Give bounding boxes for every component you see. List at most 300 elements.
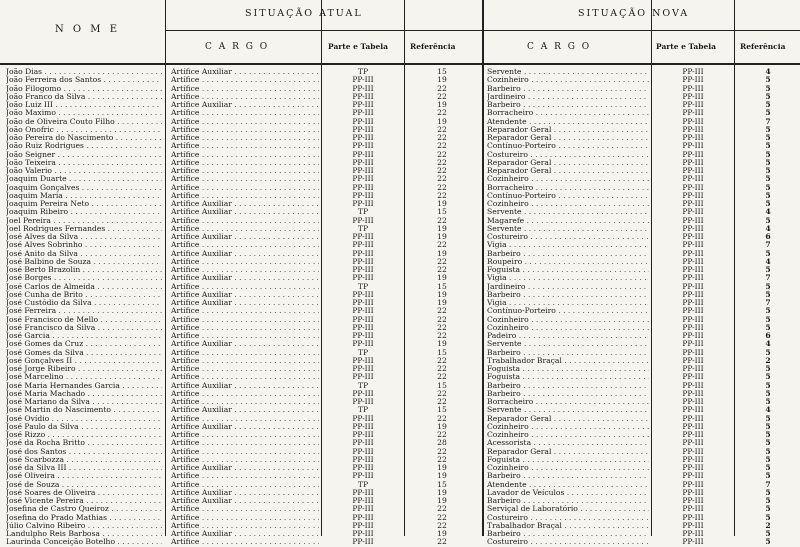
- header-parte-tabela-atual: Parte e Tabela: [328, 42, 388, 51]
- cell-referencia-atual: 15: [437, 68, 447, 76]
- cell-parte-tabela-nova: PP-III: [682, 142, 704, 151]
- cell-nome: José Mariano da Silva . . .: [6, 398, 162, 406]
- cell-cargo-atual: Artífice . . .: [171, 365, 319, 373]
- cell-nome: João de Oliveira Couto Filho . . .: [6, 118, 162, 126]
- cell-cargo-novo: Vigia . . .: [487, 241, 649, 249]
- cell-cargo-atual: Artífice . . .: [171, 522, 319, 530]
- cell-parte-tabela-atual: PP-III: [352, 142, 374, 151]
- cell-referencia-nova: 5: [765, 422, 771, 431]
- cell-cargo-atual: Artífice . . .: [171, 514, 319, 522]
- table-row: [0, 225, 800, 233]
- cell-referencia-atual: 19: [437, 340, 447, 349]
- cell-cargo-novo: Costureiro . . .: [487, 514, 649, 522]
- cell-parte-tabela-atual: PP-III: [352, 513, 374, 522]
- cell-referencia-atual: 22: [437, 356, 447, 365]
- cell-cargo-novo: Trabalhador Braçal . . .: [487, 522, 649, 530]
- cell-cargo-atual: Artífice Auxiliar . . .: [171, 291, 319, 299]
- cell-referencia-nova: 5: [765, 389, 771, 398]
- cell-cargo-novo: Contínuo-Porteiro . . .: [487, 192, 649, 200]
- cell-referencia-nova: 5: [765, 530, 771, 538]
- cell-referencia-atual: 19: [437, 299, 447, 307]
- cell-referencia-nova: 6: [765, 233, 771, 241]
- cell-cargo-novo: Foguista . . .: [487, 373, 649, 381]
- cell-referencia-nova: 5: [765, 398, 771, 406]
- cell-parte-tabela-nova: PP-III: [682, 175, 704, 184]
- cell-nome: José Gonçalves II . . .: [6, 357, 162, 365]
- cell-cargo-novo: Reparador Geral . . .: [487, 126, 649, 134]
- table-row: [0, 398, 800, 406]
- cell-parte-tabela-nova: PP-III: [682, 167, 704, 175]
- table-row: [0, 464, 800, 472]
- cell-cargo-atual: Artífice . . .: [171, 324, 319, 332]
- cell-cargo-novo: Vigia . . .: [487, 274, 649, 282]
- cell-referencia-atual: 22: [437, 109, 447, 118]
- cell-cargo-novo: Servente . . .: [487, 208, 649, 216]
- cell-parte-tabela-nova: PP-III: [682, 340, 704, 349]
- header-cargo-nova: C A R G O: [527, 42, 592, 52]
- cell-referencia-nova: 5: [765, 92, 771, 101]
- cell-parte-tabela-nova: PP-III: [682, 257, 704, 266]
- cell-nome: João Dias . . .: [6, 68, 162, 76]
- cell-referencia-atual: 22: [437, 505, 447, 514]
- cell-nome: José dos Santos . . .: [6, 448, 162, 456]
- cell-parte-tabela-atual: TP: [357, 208, 369, 217]
- table-row: [0, 530, 800, 538]
- cell-parte-tabela-nova: PP-III: [682, 241, 704, 250]
- cell-referencia-nova: 5: [765, 538, 771, 547]
- cell-parte-tabela-atual: PP-III: [352, 439, 374, 448]
- cell-referencia-atual: 22: [437, 191, 447, 200]
- cell-parte-tabela-atual: PP-III: [352, 488, 374, 497]
- cell-parte-tabela-nova: PP-III: [682, 530, 704, 538]
- table-row: [0, 406, 800, 414]
- cell-nome: José da Rocha Britto . . .: [6, 439, 162, 447]
- cell-referencia-atual: 22: [437, 332, 447, 340]
- cell-cargo-atual: Artífice . . .: [171, 481, 319, 489]
- cell-cargo-novo: Borracheiro . . .: [487, 109, 649, 117]
- cell-cargo-atual: Artífice . . .: [171, 76, 319, 84]
- cell-nome: José Francisco de Mello . . .: [6, 316, 162, 324]
- cell-referencia-atual: 22: [437, 414, 447, 423]
- cell-referencia-atual: 22: [437, 167, 447, 175]
- cell-parte-tabela-nova: PP-III: [682, 274, 704, 283]
- cell-nome: José Alves Sobrinho . . .: [6, 241, 162, 249]
- cell-nome: Joel Pereira . . .: [6, 217, 162, 225]
- table-row: [0, 316, 800, 324]
- cell-parte-tabela-nova: PP-III: [682, 464, 704, 472]
- cell-referencia-atual: 22: [437, 398, 447, 406]
- cell-referencia-atual: 19: [437, 224, 447, 233]
- cell-referencia-atual: 22: [437, 373, 447, 382]
- cell-nome: José Ovídio . . .: [6, 415, 162, 423]
- cell-cargo-novo: Acessorista . . .: [487, 439, 649, 447]
- cell-cargo-atual: Artífice . . .: [171, 472, 319, 480]
- cell-cargo-atual: Artífice . . .: [171, 266, 319, 274]
- cell-cargo-novo: Reparador Geral . . .: [487, 134, 649, 142]
- cell-referencia-nova: 5: [765, 315, 771, 324]
- table-row: [0, 431, 800, 439]
- cell-cargo-atual: Artífice Auxiliar . . .: [171, 101, 319, 109]
- cell-parte-tabela-atual: TP: [357, 282, 369, 291]
- cell-parte-tabela-atual: TP: [357, 348, 369, 357]
- cell-cargo-atual: Artífice Auxiliar . . .: [171, 489, 319, 497]
- cell-cargo-novo: Foguista . . .: [487, 266, 649, 274]
- cell-cargo-atual: Artífice . . .: [171, 415, 319, 423]
- cell-nome: José Rizzo . . .: [6, 431, 162, 439]
- cell-nome: José Francisco da Silva . . .: [6, 324, 162, 332]
- cell-cargo-novo: Roupeiro . . .: [487, 258, 649, 266]
- cell-parte-tabela-nova: PP-III: [682, 224, 704, 233]
- cell-referencia-nova: 5: [765, 150, 771, 159]
- cell-parte-tabela-atual: PP-III: [352, 101, 374, 109]
- cell-cargo-novo: Barbeiro . . .: [487, 382, 649, 390]
- cell-nome: João Seigner . . .: [6, 151, 162, 159]
- cell-parte-tabela-atual: TP: [357, 224, 369, 233]
- cell-parte-tabela-atual: PP-III: [352, 431, 374, 439]
- table-row: [0, 456, 800, 464]
- table-row: [0, 266, 800, 274]
- header-situacao-nova: SITUAÇÃO NOVA: [578, 8, 690, 19]
- cell-parte-tabela-atual: PP-III: [352, 216, 374, 225]
- table-row: [0, 448, 800, 456]
- cell-parte-tabela-atual: PP-III: [352, 497, 374, 505]
- table-row: [0, 489, 800, 497]
- table-row: [0, 208, 800, 216]
- cell-cargo-atual: Artífice . . .: [171, 142, 319, 150]
- cell-cargo-atual: Artífice . . .: [171, 85, 319, 93]
- cell-referencia-nova: 5: [765, 414, 771, 423]
- cell-cargo-atual: Artífice . . .: [171, 373, 319, 381]
- cell-referencia-nova: 5: [765, 381, 771, 390]
- table-row: [0, 382, 800, 390]
- table-row: [0, 340, 800, 348]
- cell-cargo-novo: Atendente . . .: [487, 481, 649, 489]
- cell-cargo-novo: Magarefe . . .: [487, 217, 649, 225]
- cell-cargo-atual: Artífice . . .: [171, 109, 319, 117]
- cell-parte-tabela-atual: PP-III: [352, 241, 374, 250]
- cell-cargo-novo: Cozinheiro . . .: [487, 200, 649, 208]
- table-row: [0, 101, 800, 109]
- cell-nome: João Maximo . . .: [6, 109, 162, 117]
- cell-nome: José Martin do Nascimento . . .: [6, 406, 162, 414]
- cell-cargo-atual: Artífice . . .: [171, 332, 319, 340]
- cell-parte-tabela-nova: PP-III: [682, 191, 704, 200]
- cell-nome: José Maria Machado . . .: [6, 390, 162, 398]
- cell-parte-tabela-atual: PP-III: [352, 365, 374, 373]
- cell-nome: José Custódio da Silva . . .: [6, 299, 162, 307]
- cell-nome: José Carlos de Almeida . . .: [6, 283, 162, 291]
- cell-referencia-atual: 22: [437, 266, 447, 274]
- cell-parte-tabela-atual: PP-III: [352, 290, 374, 299]
- cell-referencia-atual: 22: [437, 521, 447, 530]
- cell-parte-tabela-nova: PP-III: [682, 521, 704, 530]
- cell-cargo-novo: Costureiro . . .: [487, 538, 649, 546]
- cell-parte-tabela-nova: PP-III: [682, 538, 704, 547]
- table-row: [0, 307, 800, 315]
- cell-parte-tabela-nova: PP-III: [682, 216, 704, 225]
- cell-nome: Joaquim Ribeiro . . .: [6, 208, 162, 216]
- cell-cargo-novo: Contínuo-Porteiro . . .: [487, 142, 649, 150]
- cell-referencia-atual: 22: [437, 455, 447, 464]
- cell-referencia-nova: 5: [765, 439, 771, 448]
- cell-parte-tabela-atual: PP-III: [352, 299, 374, 307]
- cell-referencia-nova: 5: [765, 505, 771, 514]
- cell-nome: João Valerio . . .: [6, 167, 162, 175]
- cell-nome: José Marcelino . . .: [6, 373, 162, 381]
- cell-nome: João Filogomo . . .: [6, 85, 162, 93]
- cell-nome: Joaquim Pereira Neto . . .: [6, 200, 162, 208]
- cell-nome: José Balbino de Souza . . .: [6, 258, 162, 266]
- cell-parte-tabela-nova: PP-III: [682, 76, 704, 85]
- cell-referencia-atual: 22: [437, 365, 447, 373]
- rule-header-bottom: [0, 63, 800, 65]
- cell-cargo-atual: Artífice Auxiliar . . .: [171, 208, 319, 216]
- cell-nome: José Alves da Silva . . .: [6, 233, 162, 241]
- cell-referencia-nova: 5: [765, 216, 771, 225]
- cell-parte-tabela-atual: PP-III: [352, 447, 374, 456]
- cell-parte-tabela-atual: PP-III: [352, 266, 374, 274]
- cell-referencia-nova: 5: [765, 76, 771, 85]
- cell-parte-tabela-atual: PP-III: [352, 183, 374, 192]
- cell-cargo-novo: Barbeiro . . .: [487, 291, 649, 299]
- cell-parte-tabela-atual: PP-III: [352, 373, 374, 382]
- cell-referencia-atual: 22: [437, 323, 447, 332]
- cell-referencia-atual: 22: [437, 158, 447, 167]
- cell-cargo-atual: Artífice . . .: [171, 398, 319, 406]
- cell-parte-tabela-nova: PP-III: [682, 200, 704, 208]
- table-row: [0, 258, 800, 266]
- cell-cargo-atual: Artífice . . .: [171, 159, 319, 167]
- cell-referencia-nova: 4: [765, 208, 771, 217]
- table-row: [0, 514, 800, 522]
- cell-referencia-atual: 22: [437, 538, 447, 547]
- cell-nome: José Jorge Ribeiro . . .: [6, 365, 162, 373]
- cell-nome: José Gomes da Cruz . . .: [6, 340, 162, 348]
- cell-referencia-nova: 5: [765, 109, 771, 118]
- cell-parte-tabela-atual: PP-III: [352, 530, 374, 538]
- cell-referencia-nova: 2: [765, 521, 771, 530]
- cell-cargo-novo: Barbeiro . . .: [487, 472, 649, 480]
- cell-parte-tabela-atual: PP-III: [352, 249, 374, 258]
- cell-nome: Landulpho Reis Barbosa . . .: [6, 530, 162, 538]
- table-row: [0, 192, 800, 200]
- cell-referencia-nova: 7: [765, 117, 771, 126]
- table-row: [0, 134, 800, 142]
- cell-nome: José Garcia . . .: [6, 332, 162, 340]
- cell-parte-tabela-nova: PP-III: [682, 307, 704, 316]
- cell-referencia-nova: 5: [765, 266, 771, 274]
- cell-referencia-nova: 5: [765, 323, 771, 332]
- cell-nome: José Gomes da Silva . . .: [6, 349, 162, 357]
- cell-parte-tabela-nova: PP-III: [682, 68, 704, 76]
- cell-referencia-atual: 22: [437, 447, 447, 456]
- cell-parte-tabela-atual: TP: [357, 68, 369, 76]
- table-row: [0, 522, 800, 530]
- cell-referencia-atual: 22: [437, 92, 447, 101]
- cell-parte-tabela-atual: PP-III: [352, 117, 374, 126]
- cell-cargo-atual: Artífice Auxiliar . . .: [171, 299, 319, 307]
- table-row: [0, 217, 800, 225]
- cell-referencia-atual: 19: [437, 464, 447, 472]
- cell-referencia-nova: 5: [765, 101, 771, 109]
- cell-referencia-atual: 19: [437, 290, 447, 299]
- cell-cargo-atual: Artífice . . .: [171, 349, 319, 357]
- cell-referencia-nova: 5: [765, 200, 771, 208]
- cell-cargo-novo: Costureiro . . .: [487, 151, 649, 159]
- cell-parte-tabela-atual: PP-III: [352, 200, 374, 208]
- cell-nome: Júlio Calvino Ribeiro . . .: [6, 522, 162, 530]
- cell-cargo-novo: Cozinheiro . . .: [487, 76, 649, 84]
- cell-cargo-novo: Costureiro . . .: [487, 233, 649, 241]
- table-row: [0, 324, 800, 332]
- table-row: [0, 151, 800, 159]
- cell-parte-tabela-atual: TP: [357, 480, 369, 489]
- cell-parte-tabela-nova: PP-III: [682, 332, 704, 340]
- cell-parte-tabela-nova: PP-III: [682, 84, 704, 93]
- cell-referencia-nova: 5: [765, 373, 771, 382]
- cell-cargo-atual: Artífice . . .: [171, 431, 319, 439]
- table-row: [0, 109, 800, 117]
- cell-cargo-novo: Barbeiro . . .: [487, 101, 649, 109]
- cell-cargo-novo: Barbeiro . . .: [487, 349, 649, 357]
- cell-parte-tabela-nova: PP-III: [682, 290, 704, 299]
- cell-parte-tabela-nova: PP-III: [682, 315, 704, 324]
- table-row: [0, 118, 800, 126]
- table-row: [0, 175, 800, 183]
- cell-cargo-atual: Artífice Auxiliar . . .: [171, 464, 319, 472]
- header-referencia-nova: Referência: [740, 42, 786, 51]
- cell-parte-tabela-nova: PP-III: [682, 431, 704, 439]
- cell-parte-tabela-atual: PP-III: [352, 340, 374, 349]
- cell-referencia-nova: 5: [765, 307, 771, 316]
- cell-cargo-novo: Barbeiro . . .: [487, 250, 649, 258]
- cell-parte-tabela-nova: PP-III: [682, 299, 704, 307]
- cell-parte-tabela-atual: PP-III: [352, 274, 374, 283]
- cell-parte-tabela-atual: PP-III: [352, 84, 374, 93]
- table-row: [0, 241, 800, 249]
- table-row: [0, 538, 800, 546]
- cell-cargo-novo: Servente . . .: [487, 68, 649, 76]
- cell-cargo-atual: Artífice . . .: [171, 167, 319, 175]
- cell-referencia-nova: 5: [765, 249, 771, 258]
- cell-cargo-atual: Artífice . . .: [171, 184, 319, 192]
- cell-nome: Joaquim Maria . . .: [6, 192, 162, 200]
- cell-nome: José Anito da Silva . . .: [6, 250, 162, 258]
- header-parte-tabela-nova: Parte e Tabela: [656, 42, 716, 51]
- table-row: [0, 472, 800, 480]
- cell-cargo-atual: Artífice Auxiliar . . .: [171, 530, 319, 538]
- cell-nome: José Cunha de Brito . . .: [6, 291, 162, 299]
- cell-parte-tabela-nova: PP-III: [682, 92, 704, 101]
- cell-referencia-nova: 4: [765, 224, 771, 233]
- table-row: [0, 497, 800, 505]
- table-row: [0, 415, 800, 423]
- cell-cargo-atual: Artífice . . .: [171, 439, 319, 447]
- cell-referencia-atual: 22: [437, 241, 447, 250]
- cell-parte-tabela-atual: PP-III: [352, 505, 374, 514]
- cell-referencia-atual: 15: [437, 381, 447, 390]
- cell-nome: Josefina de Castro Queiroz . . .: [6, 505, 162, 513]
- cell-nome: José da Silva III . . .: [6, 464, 162, 472]
- cell-nome: José Oliveira . . .: [6, 472, 162, 480]
- cell-parte-tabela-nova: PP-III: [682, 282, 704, 291]
- cell-parte-tabela-nova: PP-III: [682, 389, 704, 398]
- cell-parte-tabela-nova: PP-III: [682, 117, 704, 126]
- cell-parte-tabela-atual: PP-III: [352, 233, 374, 241]
- cell-cargo-novo: Lavador de Veículos . . .: [487, 489, 649, 497]
- cell-referencia-nova: 5: [765, 447, 771, 456]
- cell-referencia-nova: 5: [765, 513, 771, 522]
- cell-referencia-atual: 22: [437, 134, 447, 142]
- cell-nome: José Maria Hernandes Garcia . . .: [6, 382, 162, 390]
- cell-cargo-novo: Contínuo-Porteiro . . .: [487, 307, 649, 315]
- cell-referencia-atual: 22: [437, 216, 447, 225]
- cell-parte-tabela-nova: PP-III: [682, 381, 704, 390]
- cell-cargo-novo: Servente . . .: [487, 225, 649, 233]
- cell-nome: Laurinda Conceição Botelho . . .: [6, 538, 162, 546]
- cell-cargo-atual: Artífice . . .: [171, 258, 319, 266]
- cell-parte-tabela-nova: PP-III: [682, 249, 704, 258]
- cell-referencia-nova: 7: [765, 480, 771, 489]
- cell-parte-tabela-atual: PP-III: [352, 414, 374, 423]
- cell-cargo-atual: Artífice Auxiliar . . .: [171, 250, 319, 258]
- cell-parte-tabela-nova: PP-III: [682, 422, 704, 431]
- cell-parte-tabela-nova: PP-III: [682, 101, 704, 109]
- cell-parte-tabela-atual: PP-III: [352, 158, 374, 167]
- table-row: [0, 283, 800, 291]
- cell-referencia-atual: 19: [437, 101, 447, 109]
- cell-cargo-novo: Atendente . . .: [487, 118, 649, 126]
- cell-parte-tabela-atual: PP-III: [352, 76, 374, 85]
- cell-nome: José Vicente Pereira . . .: [6, 497, 162, 505]
- cell-parte-tabela-nova: PP-III: [682, 150, 704, 159]
- table-row: [0, 76, 800, 84]
- cell-parte-tabela-nova: PP-III: [682, 373, 704, 382]
- cell-parte-tabela-nova: PP-III: [682, 208, 704, 217]
- cell-cargo-novo: Reparador Geral . . .: [487, 159, 649, 167]
- cell-referencia-atual: 19: [437, 472, 447, 481]
- cell-parte-tabela-nova: PP-III: [682, 406, 704, 415]
- cell-referencia-atual: 19: [437, 233, 447, 241]
- cell-parte-tabela-atual: TP: [357, 381, 369, 390]
- cell-cargo-novo: Reparador Geral . . .: [487, 448, 649, 456]
- cell-nome: José de Souza . . .: [6, 481, 162, 489]
- cell-nome: João Ruiz Rodrigues . . .: [6, 142, 162, 150]
- cell-nome: João Luiz III . . .: [6, 101, 162, 109]
- cell-parte-tabela-nova: PP-III: [682, 455, 704, 464]
- cell-nome: José Paulo da Silva . . .: [6, 423, 162, 431]
- cell-referencia-nova: 5: [765, 84, 771, 93]
- cell-referencia-nova: 4: [765, 340, 771, 349]
- cell-nome: José Scarbozza . . .: [6, 456, 162, 464]
- cell-referencia-atual: 15: [437, 406, 447, 415]
- table-body: [0, 68, 800, 547]
- cell-referencia-nova: 7: [765, 274, 771, 283]
- header-situacao-atual: SITUAÇÃO ATUAL: [245, 8, 363, 19]
- cell-referencia-nova: 5: [765, 183, 771, 192]
- cell-parte-tabela-nova: PP-III: [682, 134, 704, 142]
- cell-cargo-atual: Artífice . . .: [171, 134, 319, 142]
- table-row: [0, 233, 800, 241]
- cell-parte-tabela-atual: PP-III: [352, 257, 374, 266]
- cell-referencia-atual: 19: [437, 530, 447, 538]
- cell-cargo-atual: Artífice . . .: [171, 316, 319, 324]
- cell-cargo-novo: Barbeiro . . .: [487, 530, 649, 538]
- cell-parte-tabela-nova: PP-III: [682, 398, 704, 406]
- cell-cargo-atual: Artífice . . .: [171, 118, 319, 126]
- cell-cargo-atual: Artífice . . .: [171, 307, 319, 315]
- cell-parte-tabela-atual: PP-III: [352, 134, 374, 142]
